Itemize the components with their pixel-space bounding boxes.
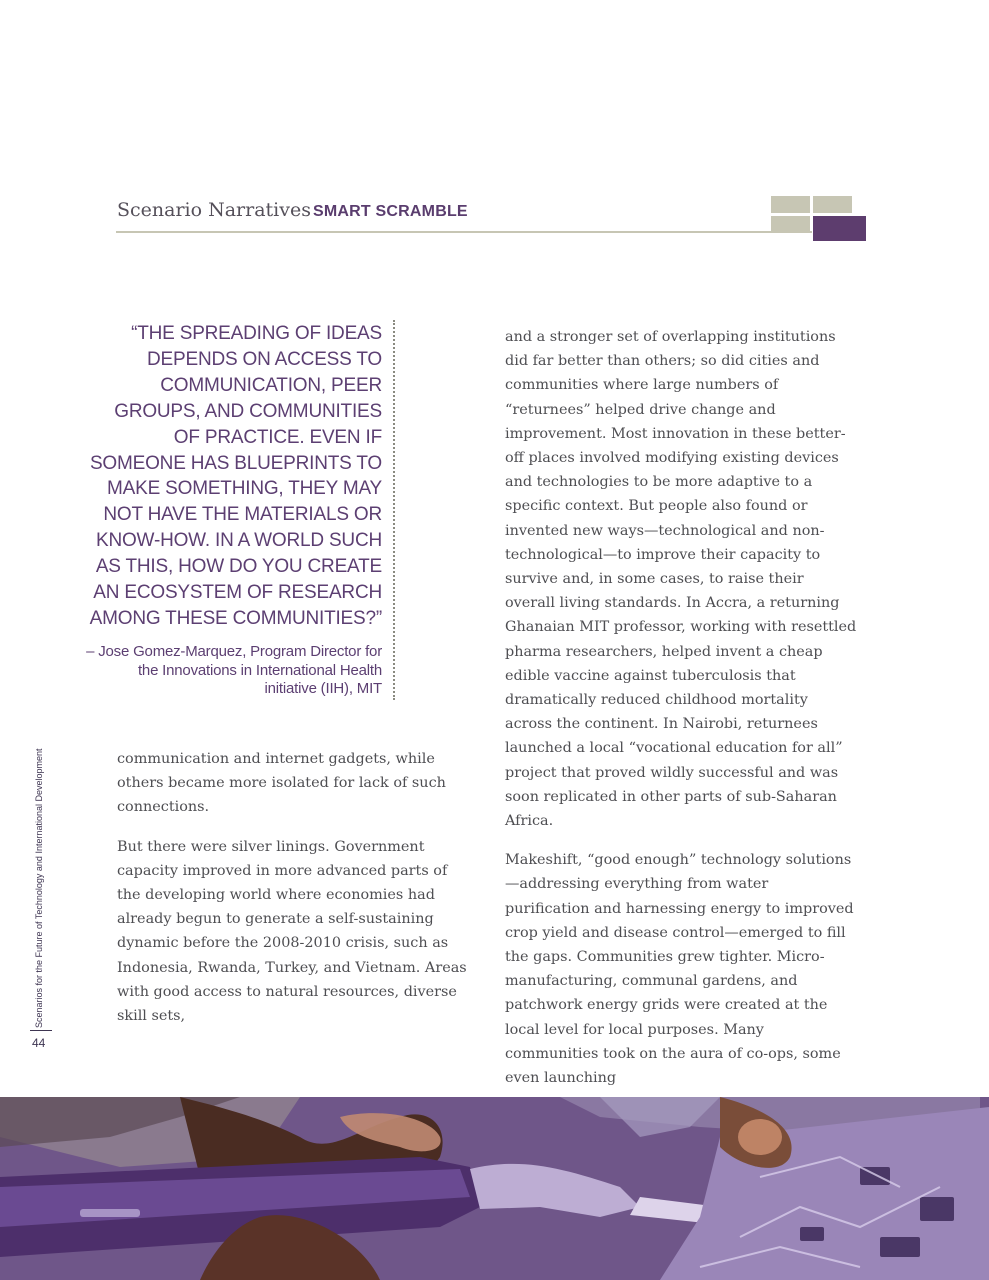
header-decor-block: [771, 216, 810, 231]
hands-soldering-photo: [0, 1097, 989, 1280]
pull-quote-attribution: – Jose Gomez-Marquez, Program Director for the Innovations in International Health initiative (IIH), MIT: [86, 643, 382, 697]
body-paragraph: But there were silver linings. Government capacity improved in more advanced parts of the developing world where economies had already begun to generate a self-sustaining dynamic before the 2008-2010 crisis, such as Indonesia, Rwanda, Turkey, and Vietnam. Areas with good access to natural resources, diverse skill sets,: [117, 838, 467, 1025]
header-decor-block: [771, 196, 810, 213]
page-number-rule: [30, 1030, 52, 1031]
scenario-title: SMART SCRAMBLE: [313, 203, 468, 220]
right-column: [505, 325, 857, 1090]
body-paragraph: Makeshift, “good enough” technology solutions—addressing everything from water purification and harnessing energy to improved crop yield and disease control—emerged to fill the gaps. Communities grew tighter. Micro-manufacturing, communal gardens, and patchwork energy grids were created at the local level for local purposes. Many communities took on the aura of co-ops, some even launching: [505, 852, 854, 1087]
section-label: Scenario Narratives: [117, 199, 311, 221]
header-decor-block: [813, 196, 852, 213]
pull-quote-divider: [393, 320, 395, 700]
page-number: 44: [32, 1036, 46, 1050]
left-column: [117, 747, 469, 1028]
photo-illustration: [0, 1097, 989, 1280]
header-rule: [116, 231, 812, 233]
header-decor-block-accent: [813, 216, 866, 241]
pull-quote: “THE SPREADING OF IDEAS DEPENDS ON ACCESS TO COMMUNICATION, PEER GROUPS, AND COMMUNITIES OF PRACTICE. EVEN IF SOMEONE HAS BLUEPRINTS TO MAKE SOMETHING, THEY MAY NOT HAVE THE MATERIALS OR KNOW-HOW. IN A WORLD SUCH AS THIS, HOW DO YOU CREATE AN ECOSYSTEM OF RESEARCH AMONG THESE COMMUNITIES?”: [89, 323, 382, 629]
body-paragraph: communication and internet gadgets, while others became more isolated for lack of such connections.: [117, 751, 446, 816]
book-title-vertical: Scenarios for the Future of Technology and International Development: [34, 748, 44, 1028]
body-paragraph: and a stronger set of overlapping institutions did far better than others; so did cities and communities where large numbers of “returnees” helped drive change and improvement. Most innovation in these better-off places involved modifying existing devices and technologies to be more adaptive to a specific context. But people also found or invented new ways—technological and non-technological—to improve their capacity to survive and, in some cases, to raise their overall living standards. In Accra, a returning Ghanaian MIT professor, working with resettled pharma researchers, helped invent a cheap edible vaccine against tuberculosis that dramatically reduced childhood mortality across the continent. In Nairobi, returnees launched a local “vocational education for all” project that proved wildly successful and was soon replicated in other parts of sub-Saharan Africa.: [505, 329, 857, 830]
